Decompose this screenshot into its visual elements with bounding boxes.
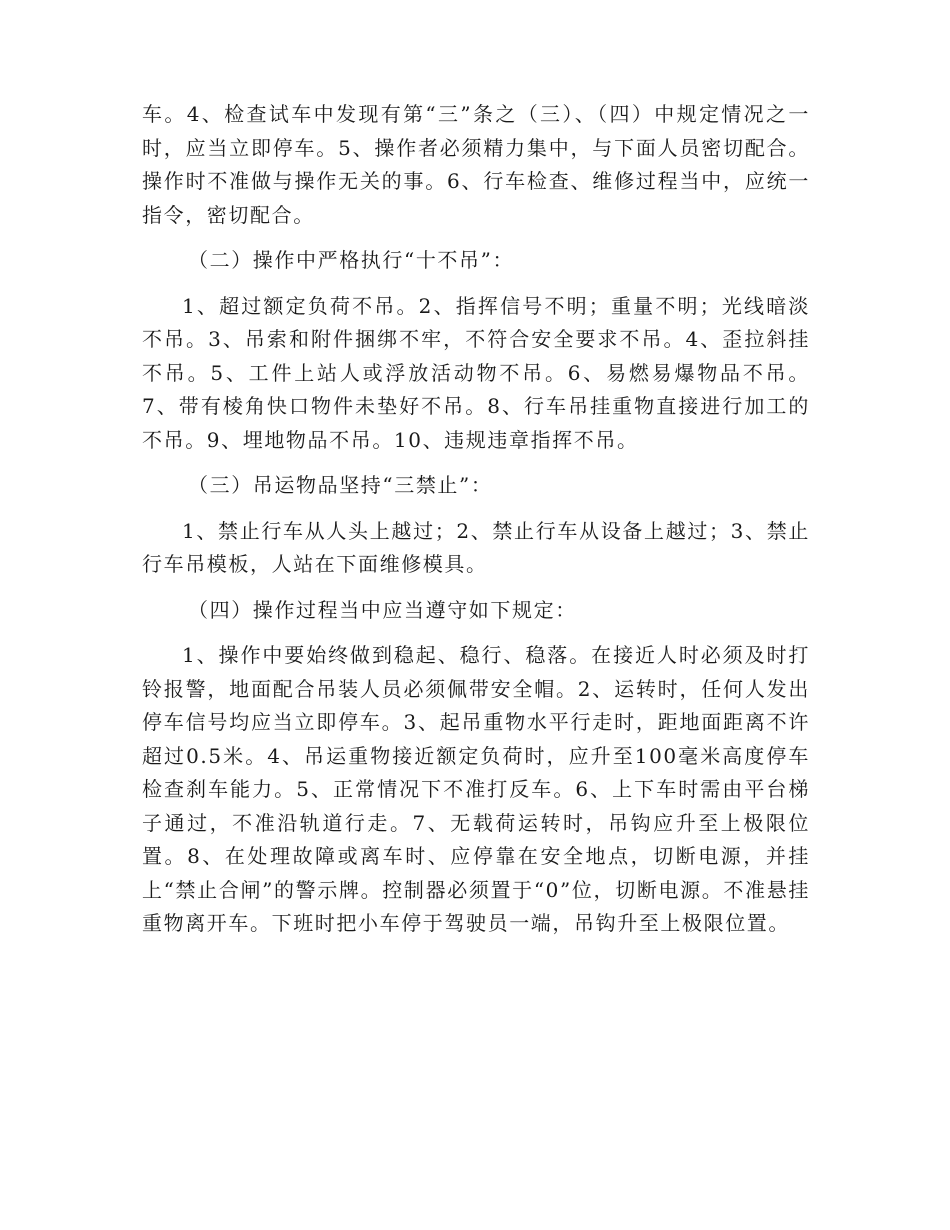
paragraph-three-prohibitions: 1、禁止行车从人头上越过；2、禁止行车从设备上越过；3、禁止行车吊模板，人站在下面维修模具。	[142, 518, 810, 576]
document-page	[142, 98, 810, 941]
paragraph-continuation: 车。4、检查试车中发现有第“三”条之（三）、（四）中规定情况之一时，应当立即停车。5、操作者必须精力集中，与下面人员密切配合。操作时不准做与操作无关的事。6、行车检查、维修过程当中，应统一指令，密切配合。	[142, 102, 810, 227]
paragraph-ten-no-lift: 1、超过额定负荷不吊。2、指挥信号不明；重量不明；光线暗淡不吊。3、吊索和附件捆绑不牢，不符合安全要求不吊。4、歪拉斜挂不吊。5、工件上站人或浮放活动物不吊。6、易燃易爆物品不吊。7、带有棱角快口物件未垫好不吊。8、行车吊挂重物直接进行加工的不吊。9、埋地物品不吊。10、违规违章指挥不吊。	[142, 293, 810, 452]
section-heading-3: （三）吊运物品坚持“三禁止”：	[188, 473, 493, 497]
paragraph-operation-rules: 1、操作中要始终做到稳起、稳行、稳落。在接近人时必须及时打铃报警，地面配合吊装人员必须佩带安全帽。2、运转时，任何人发出停车信号均应当立即停车。3、起吊重物水平行走时，距地面距离不许超过0.5米。4、吊运重物接近额定负荷时，应升至100毫米高度停车检查刹车能力。5、正常情况下不准打反车。6、上下车时需由平台梯子通过，不准沿轨道行走。7、无载荷运转时，吊钩应升至上极限位置。8、在处理故障或离车时、应停靠在安全地点，切断电源，并挂上“禁止合闸”的警示牌。控制器必须置于“0”位，切断电源。不准悬挂重物离开车。下班时把小车停于驾驶员一端，吊钩升至上极限位置。	[142, 643, 810, 935]
section-heading-4: （四）操作过程当中应当遵守如下规定：	[188, 597, 577, 622]
section-heading-2: （二）操作中严格执行“十不吊”：	[188, 248, 515, 272]
